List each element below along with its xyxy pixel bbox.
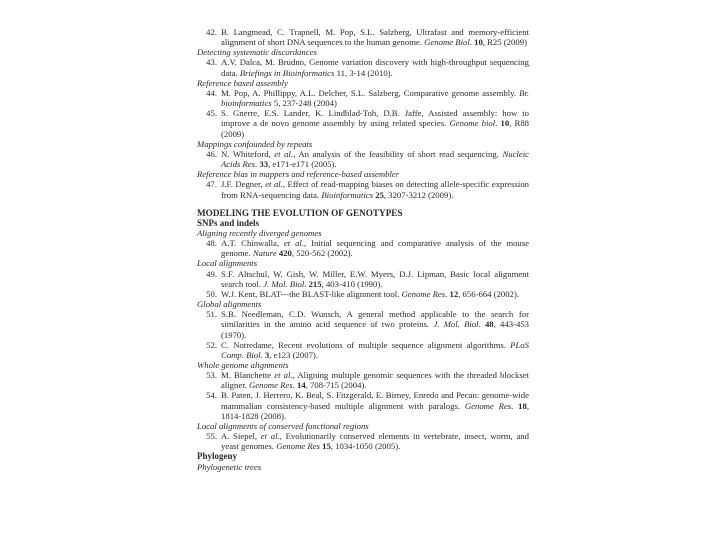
reference-text [221, 149, 529, 169]
reference-number: 51. [206, 309, 217, 320]
reference-text-part: J. Mol. Biol [433, 319, 479, 330]
reference-text-part: , e123 (2007). [269, 349, 319, 360]
reference-text [221, 309, 529, 339]
reference-entry [197, 370, 529, 390]
reference-text-part: 10 [497, 118, 510, 129]
topic-heading: Phylogeny [197, 451, 238, 462]
reference-text-part: et al., [274, 148, 296, 159]
reference-text-part: , 520-562 (2002). [291, 248, 353, 259]
reference-number: 45. [206, 108, 217, 119]
reference-text-part: B. Paten, J. Herrero, K. Beal, S. Fitzgerald, E. Birney, Enredo and Pecan: genome-wide mammalian consistency-based multiple alignment with paralogs. [221, 390, 529, 411]
reference-text-part: Initial sequencing and comparative analysis of the mouse genome. [221, 238, 529, 259]
reference-text-part: 15 [319, 441, 331, 452]
reference-text-part: . [304, 278, 307, 289]
reference-text-part: J.F. Degner, [221, 179, 266, 190]
reference-text-part: Bioinformatics [321, 189, 374, 200]
reference-number: 46. [206, 148, 217, 159]
reference-text-part: Genome Res [401, 288, 446, 299]
subsection-heading: Local alignments of conserved functional regions [197, 420, 369, 431]
reference-text-part: , 403-410 (1990). [321, 278, 383, 289]
reference-text-part: , 656-664 (2002). [458, 288, 520, 299]
reference-text-part: et al., [274, 370, 295, 381]
subsection-heading: Mappings confounded by repeats [197, 138, 313, 149]
reference-text [221, 179, 529, 199]
reference-number: 55. [206, 431, 217, 442]
reference-entry [197, 289, 529, 299]
reference-text-part: 5, 237-248 (2004) [271, 98, 337, 109]
reference-number: 42. [206, 27, 217, 37]
reference-text-part: Evolutionarily conserved elements in vertebrate, insect, worm, and yeast genomes. [221, 431, 529, 452]
reference-text-part: Briefings in Bioinformatics [239, 67, 335, 78]
reference-text-part: S. Gnerre, E.S. Lander, K. Lindblad-Toh, D.B. Jaffe, Assisted assembly: how to improve a de novo genome assembly by using related species. [221, 108, 529, 129]
reference-text-part: , 1034-1050 (2005). [330, 441, 401, 452]
subsection-heading: Global alignments [197, 299, 262, 310]
reference-entry [197, 269, 529, 289]
reference-text-part: . [495, 118, 498, 129]
reference-text [221, 370, 529, 390]
subsection-heading: Reference bias in mappers and reference-based assembler [197, 169, 400, 180]
reference-text-part: . [478, 319, 481, 330]
reference-number: 49. [206, 268, 217, 279]
reference-text [221, 88, 529, 108]
reference-entry [197, 88, 529, 108]
reference-text-part: Genome Res [464, 400, 512, 411]
reference-text-part: A.T. Chinwalla, [221, 238, 284, 249]
reference-number: 53. [206, 370, 217, 381]
reference-entry [197, 340, 529, 360]
reference-text-part: , R88 (2009) [221, 118, 530, 139]
reference-text-part: W.J. Kent, BLAT---the BLAST-like alignment tool. [221, 288, 402, 299]
reference-text-part: 11, 3-14 (2010). [334, 67, 393, 78]
reference-text-part: Nature [252, 248, 277, 259]
reference-text-part: Br. bioinformatics [221, 87, 529, 109]
reference-entry [197, 27, 529, 47]
subsection-heading: Detecting systematic discordances [197, 47, 317, 58]
reference-text-part: S.B. Needleman, C.D. Wunsch, A general method applicable to the search for similarities in the amino acid sequence of two proteins. [221, 309, 529, 330]
reference-text [221, 27, 529, 47]
reference-text [221, 108, 529, 138]
reference-text-part: C. Notredame, Recent evolutions of multiple sequence alignment algorithms. [221, 339, 511, 350]
reference-entry [197, 309, 529, 339]
reference-text-part: 48 [480, 319, 494, 330]
reference-text-part: S.F. Altschul, W. Gish, W. Miller, E.W. Myers, D.J. Lipman, Basic local alignment search tool. [221, 268, 529, 289]
reference-entry [197, 108, 529, 138]
reference-text-part: 215 [306, 278, 322, 289]
reference-text-part: . [511, 400, 514, 411]
reference-text [221, 289, 529, 299]
reference-text-part: 420 [276, 248, 292, 259]
reference-text [221, 238, 529, 258]
section-heading: MODELING THE EVOLUTION OF GENOTYPES [197, 207, 403, 218]
reference-text-part: . [445, 288, 448, 299]
reference-text-part: , 443-453 (1970). [221, 319, 530, 340]
reference-text-part: J. Mol. Biol [263, 278, 305, 289]
subsection-heading: Whole genome alignments [197, 360, 289, 370]
subsection-heading: Phylogenetic trees [197, 461, 262, 472]
reference-text-part: 33 [257, 159, 269, 170]
reference-text-part: . [292, 380, 295, 391]
reference-text-part: B. Langmead, C. Trapnell, M. Pop, S.L. Salzberg, Ultrafast and memory-efficient alignment of short DNA sequences to the human genome. [221, 27, 529, 48]
reference-entry [197, 149, 529, 169]
reference-entry [197, 390, 529, 420]
reference-list [197, 27, 529, 472]
subsection-heading: Reference based assembly [197, 77, 288, 88]
reference-text-part: et al., [260, 431, 282, 442]
reference-text-part: , 708-715 (2004). [305, 380, 367, 391]
reference-text [221, 431, 529, 451]
reference-text-part: 12 [447, 288, 459, 299]
reference-text [221, 269, 529, 289]
reference-text-part: PLoS Comp. Biol [221, 339, 529, 360]
reference-text-part: An analysis of the feasibility of short read sequencing. [295, 148, 503, 159]
reference-entry [197, 57, 529, 77]
reference-text-part: , R25 (2009) [482, 37, 527, 48]
reference-text-part: M. Blanchette [221, 370, 275, 381]
reference-text-part: A. Siepel, [221, 431, 261, 442]
reference-number: 44. [206, 87, 217, 98]
reference-text-part: , e171-e171 (2005). [268, 159, 337, 170]
topic-heading: SNPs and indels [197, 217, 260, 228]
reference-text-part: 25 [373, 189, 384, 200]
reference-text [221, 57, 529, 77]
reference-text-part: . [469, 37, 472, 48]
reference-text-part: A.V. Dalca, M. Brudno, Genome variation discovery with high-throughput sequencing data. [221, 57, 529, 78]
reference-text-part: N. Whiteford, [221, 148, 275, 159]
reference-text-part: et al., [265, 179, 286, 190]
reference-text-part: Genome Res [248, 380, 293, 391]
reference-text-part: Nucleic Acids Res [221, 148, 530, 170]
reference-text-part: 3 [262, 349, 270, 360]
reference-text-part: Genome biol [449, 118, 496, 129]
reference-number: 54. [206, 390, 217, 401]
reference-text [221, 390, 529, 420]
reference-number: 52. [206, 339, 217, 350]
reference-text-part: 18 [513, 400, 527, 411]
reference-number: 47. [206, 179, 217, 190]
reference-text-part: , 3207-3212 (2009). [383, 189, 454, 200]
reference-text-part: . [255, 159, 258, 170]
subsection-heading: Local alignments [197, 258, 258, 269]
reference-entry [197, 179, 529, 199]
reference-text-part: Genome Biol [424, 37, 470, 48]
reference-text-part: . [260, 349, 263, 360]
reference-number: 43. [206, 57, 217, 68]
reference-text-part: Effect of read-mapping biases on detecting allele-specific expression from RNA-sequencing data. [221, 179, 530, 200]
reference-text-part: Genome Res [276, 441, 320, 452]
reference-text-part: 14 [294, 380, 306, 391]
reference-entry [197, 238, 529, 258]
reference-text-part: Aligning multiple genomic sequences with the threaded blockset aligner. [221, 370, 530, 391]
subsection-heading: Aligning recently diverged genomes [197, 227, 322, 238]
reference-entry [197, 431, 529, 451]
reference-text [221, 340, 529, 360]
reference-text-part: 10 [471, 37, 483, 48]
reference-text-part: M. Pop, A. Phillippy, A.L. Delcher, S.L. Salzberg, Comparative genome assembly. [221, 87, 520, 98]
reference-text-part: et al., [283, 238, 307, 249]
reference-number: 48. [206, 238, 217, 249]
reference-number: 50. [206, 288, 217, 299]
reference-text-part: , 1814-1828 (2008). [221, 400, 529, 421]
